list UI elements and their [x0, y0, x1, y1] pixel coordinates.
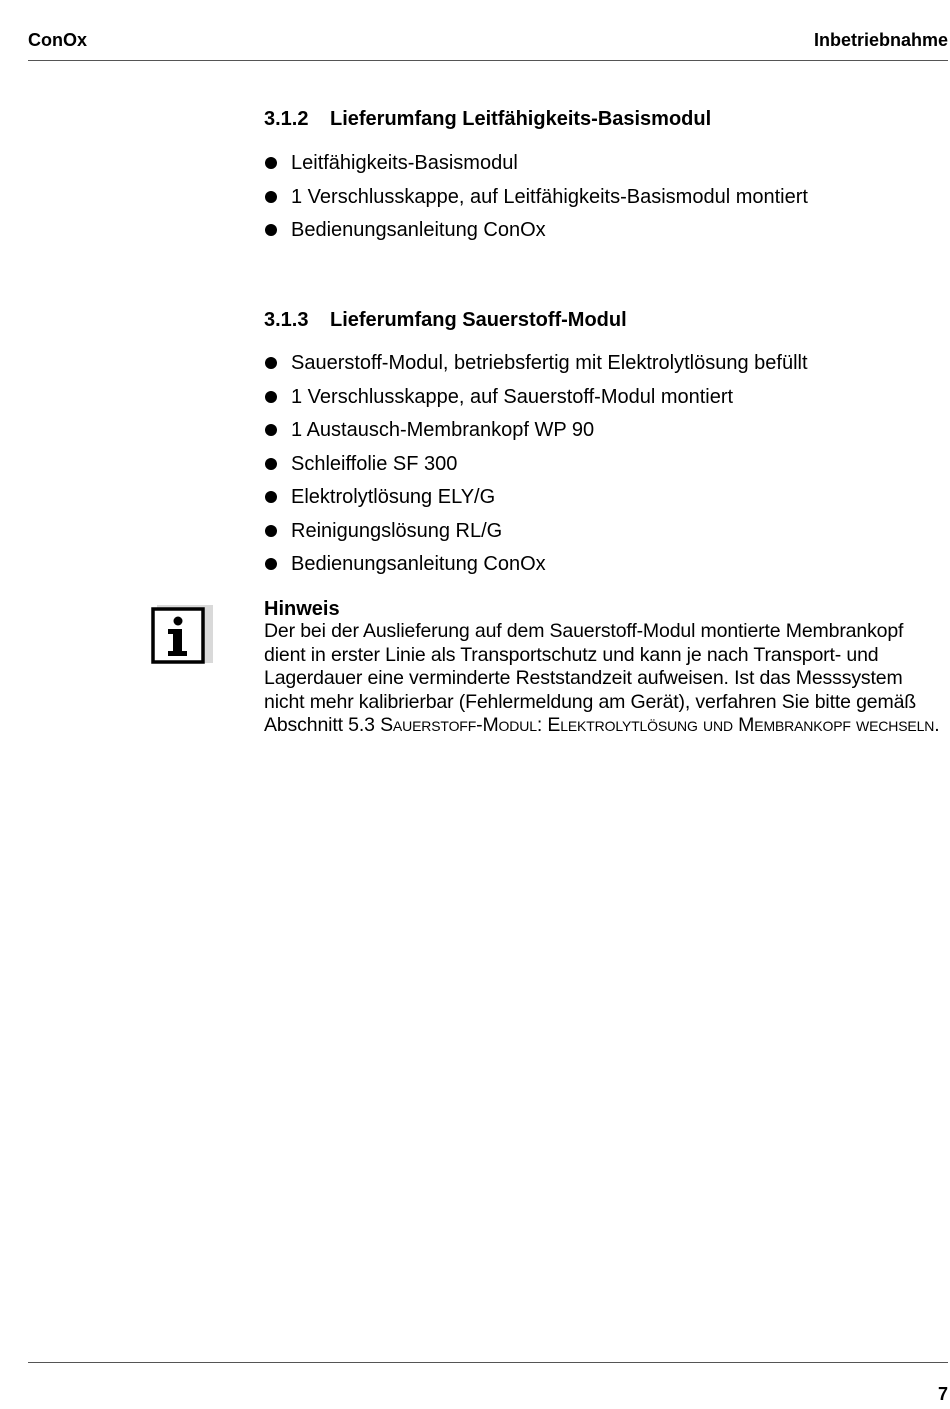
bullet-icon: [265, 525, 277, 537]
page-number: 7: [937, 1384, 948, 1404]
note-end: .: [934, 714, 940, 736]
bullet-icon: [265, 224, 277, 236]
note-block: [264, 597, 948, 738]
list-item: [264, 219, 808, 253]
header-divider: [28, 60, 948, 61]
bullet-icon: [265, 558, 277, 570]
bullet-icon: [265, 157, 277, 169]
section-number: 3.1.2: [264, 108, 309, 130]
list-item-text: 1 Austausch-Membrankopf WP 90: [291, 419, 595, 441]
running-header-title: ConOx: [28, 30, 88, 50]
delivery-list-oxygen: [264, 352, 808, 587]
list-item-text: Sauerstoff-Modul, betriebsfertig mit Elektrolytlösung befüllt: [291, 352, 808, 374]
list-item-text: Schleiffolie SF 300: [291, 452, 458, 475]
footer-divider: [28, 1362, 948, 1363]
section-number: 3.1.3: [264, 309, 309, 331]
bullet-icon: [265, 357, 277, 369]
list-item-text: 1 Verschlusskappe, auf Sauerstoff-Modul montiert: [291, 385, 734, 408]
list-item: [264, 152, 808, 186]
bullet-icon: [265, 391, 277, 403]
note-body: [264, 620, 948, 738]
list-item-text: Bedienungsanleitung ConOx: [291, 553, 546, 575]
list-item: [264, 520, 808, 554]
list-item: [264, 419, 808, 453]
note-reference: Sauerstoff-Modul: Elektrolytlösung und Membrankopf wechseln: [380, 714, 935, 736]
list-item-text: Leitfähigkeits-Basismodul: [291, 152, 518, 174]
list-item-text: Bedienungsanleitung ConOx: [291, 219, 546, 241]
bullet-icon: [265, 191, 277, 203]
section-heading-3-1-3: [264, 309, 627, 332]
info-icon: [151, 603, 213, 665]
list-item-text: 1 Verschlusskappe, auf Leitfähigkeits-Basismodul montiert: [291, 185, 808, 208]
list-item-text: Reinigungslösung RL/G: [291, 519, 503, 542]
section-heading-3-1-2: [264, 108, 711, 131]
section-title: Lieferumfang Sauerstoff-Modul: [330, 309, 627, 331]
list-item-text: Elektrolytlösung ELY/G: [291, 486, 496, 508]
bullet-icon: [265, 424, 277, 436]
list-item: [264, 486, 808, 520]
bullet-icon: [265, 491, 277, 503]
note-title: Hinweis: [264, 598, 340, 620]
bullet-icon: [265, 458, 277, 470]
running-header-chapter: Inbetriebnahme: [813, 30, 948, 50]
list-item: [264, 553, 808, 587]
section-title: Lieferumfang Leitfähigkeits-Basismodul: [330, 108, 712, 130]
list-item: [264, 186, 808, 220]
list-item: [264, 386, 808, 420]
list-item: [264, 453, 808, 487]
delivery-list-conductivity: [264, 152, 808, 253]
note-text: Der bei der Auslieferung auf dem Sauerstoff-Modul montierte Membrankopf dient in erster Linie als Transportschutz und kann je nach Transport- und Lagerdauer eine verminderte Reststandzeit aufweisen. Ist das Messsystem nicht mehr kalibrierbar (Fehlermeldung am Gerät), verfahren Sie bitte gemäß Abschnitt 5.3: [264, 620, 917, 736]
list-item: [264, 352, 808, 386]
